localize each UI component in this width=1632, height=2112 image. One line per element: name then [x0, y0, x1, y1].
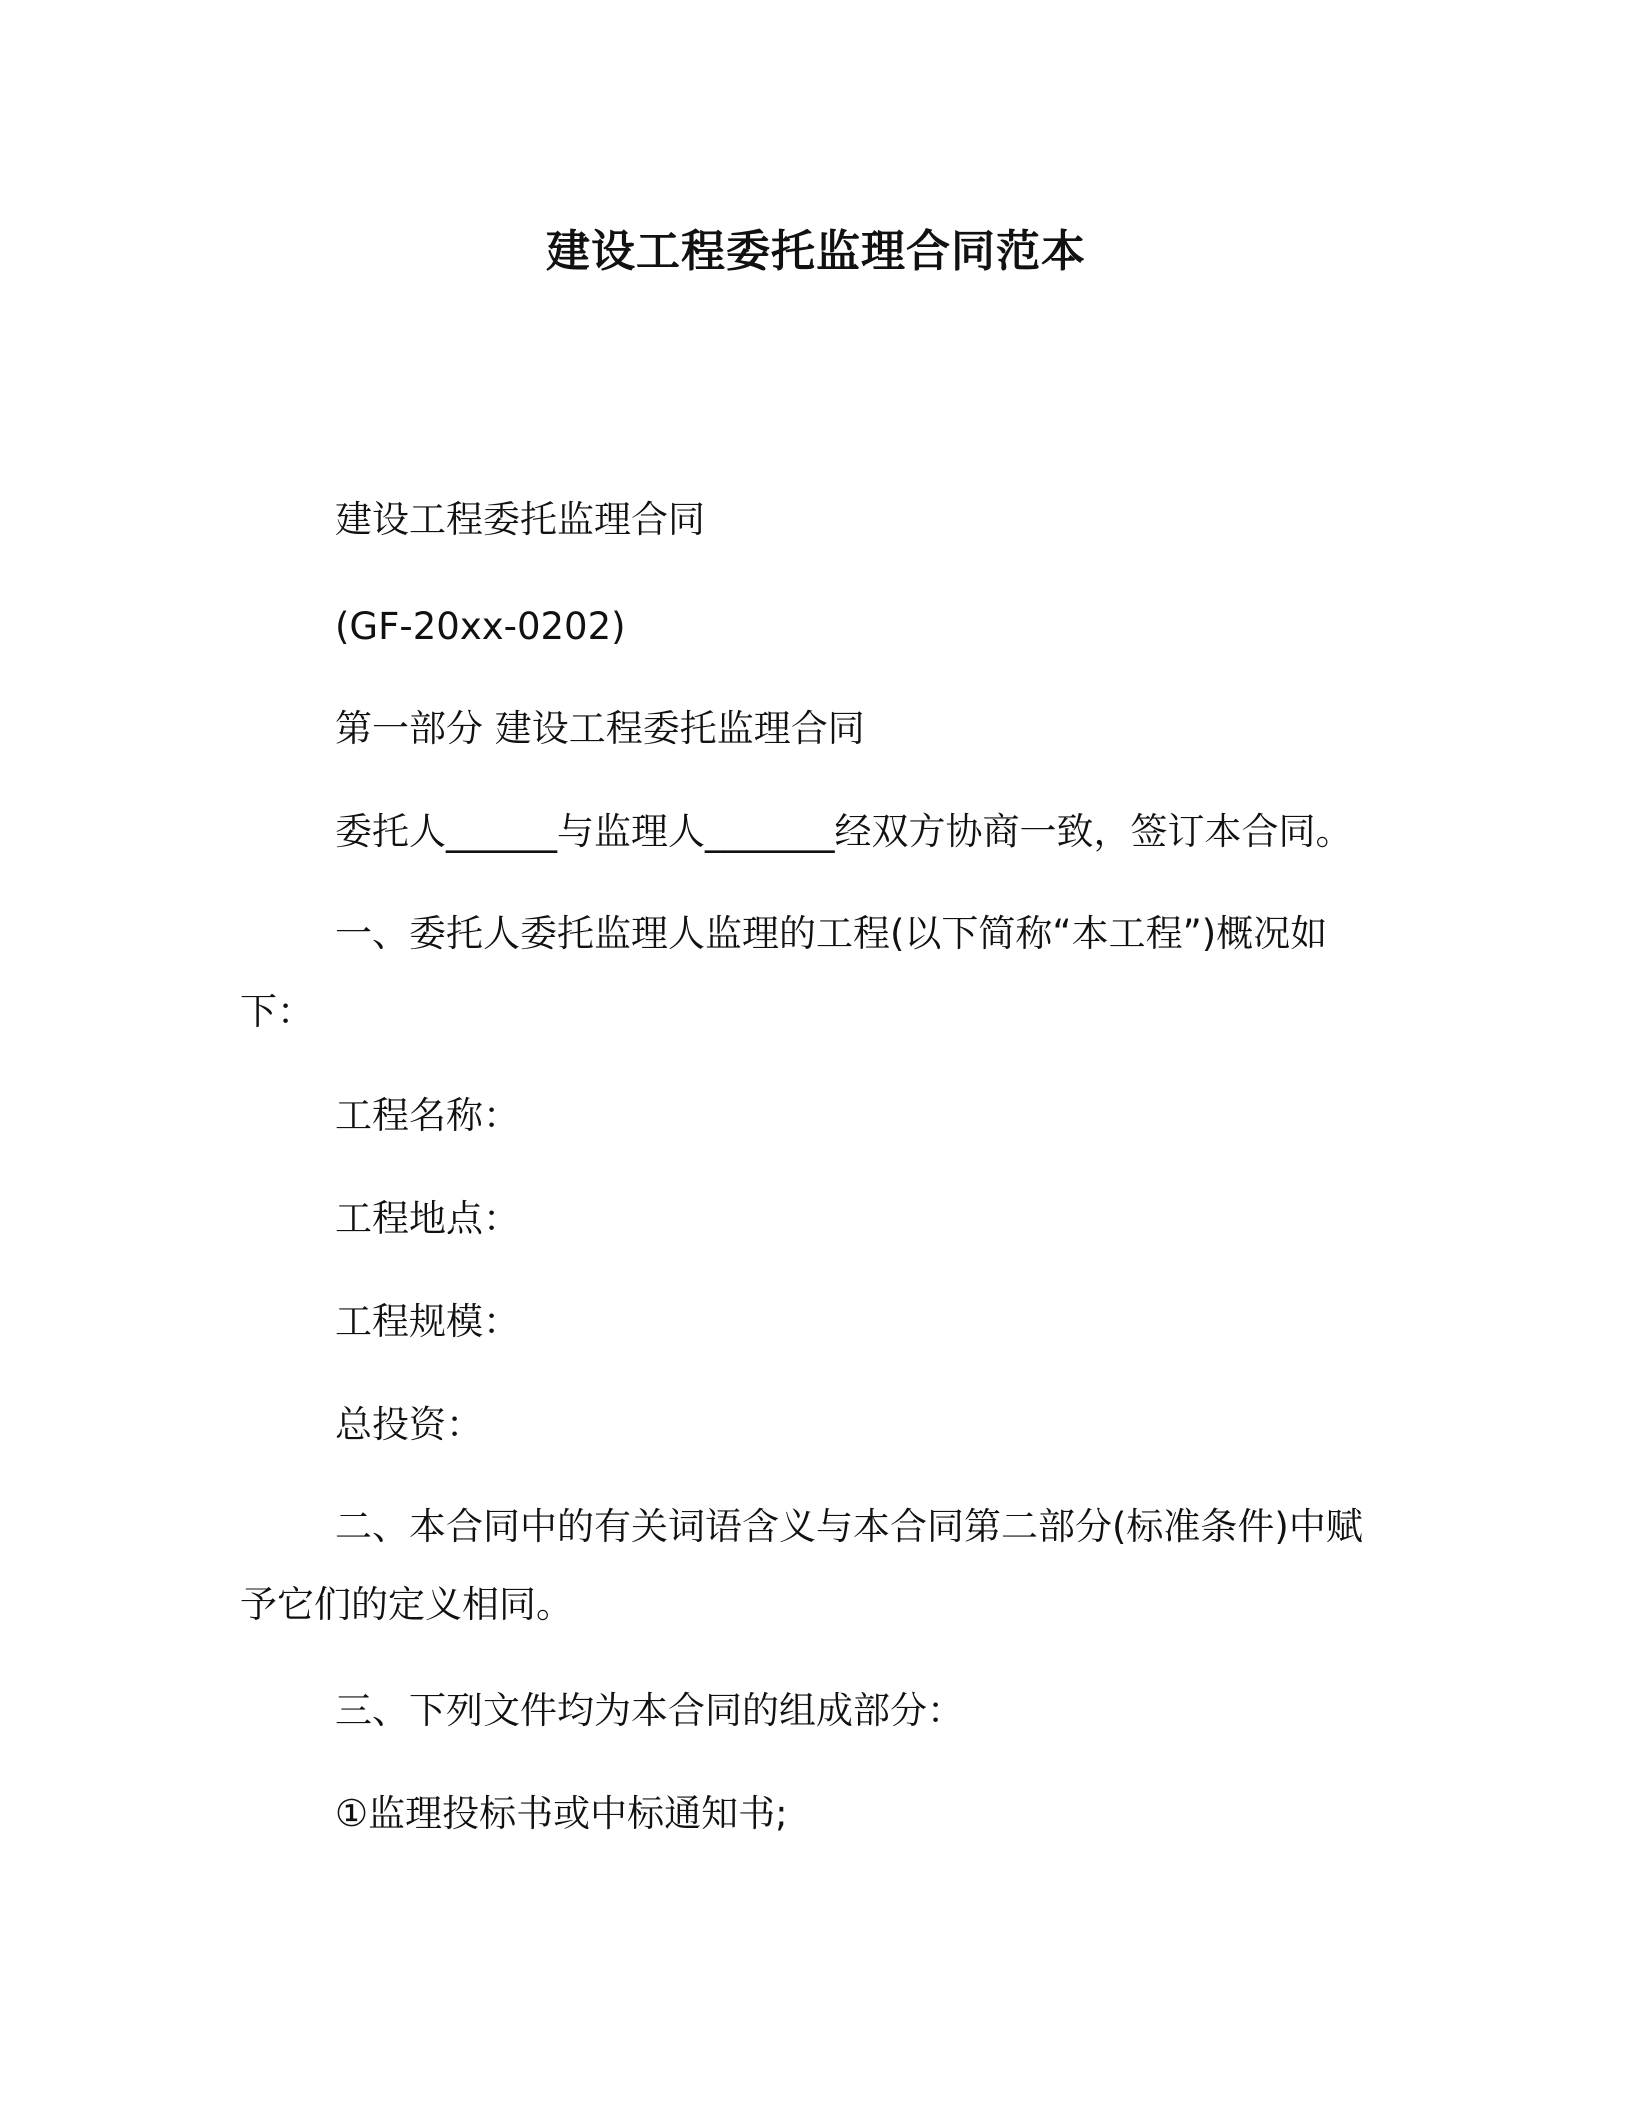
- document-title: 建设工程委托监理合同范本: [546, 226, 1086, 277]
- clause-one: 一、委托人委托监理人监理的工程(以下简称“本工程”)概况如下：: [240, 912, 1328, 1033]
- project-name-field: 工程名称：: [335, 1094, 520, 1137]
- parties-clause: 委托人______与监理人_______经双方协商一致，签订本合同。: [335, 810, 1353, 853]
- clause-three: 三、下列文件均为本合同的组成部分：: [335, 1689, 964, 1732]
- project-location-field: 工程地点：: [335, 1197, 520, 1240]
- part-one-heading: 第一部分 建设工程委托监理合同: [335, 707, 865, 750]
- contract-heading: 建设工程委托监理合同: [335, 498, 705, 541]
- project-scale-field: 工程规模：: [335, 1300, 520, 1343]
- document-item-1: ①监理投标书或中标通知书;: [335, 1792, 788, 1835]
- clause-two: 二、本合同中的有关词语含义与本合同第二部分(标准条件)中赋予它们的定义相同。: [240, 1505, 1363, 1626]
- total-investment-field: 总投资：: [335, 1403, 483, 1446]
- contract-code: (GF-20xx-0202): [335, 605, 626, 648]
